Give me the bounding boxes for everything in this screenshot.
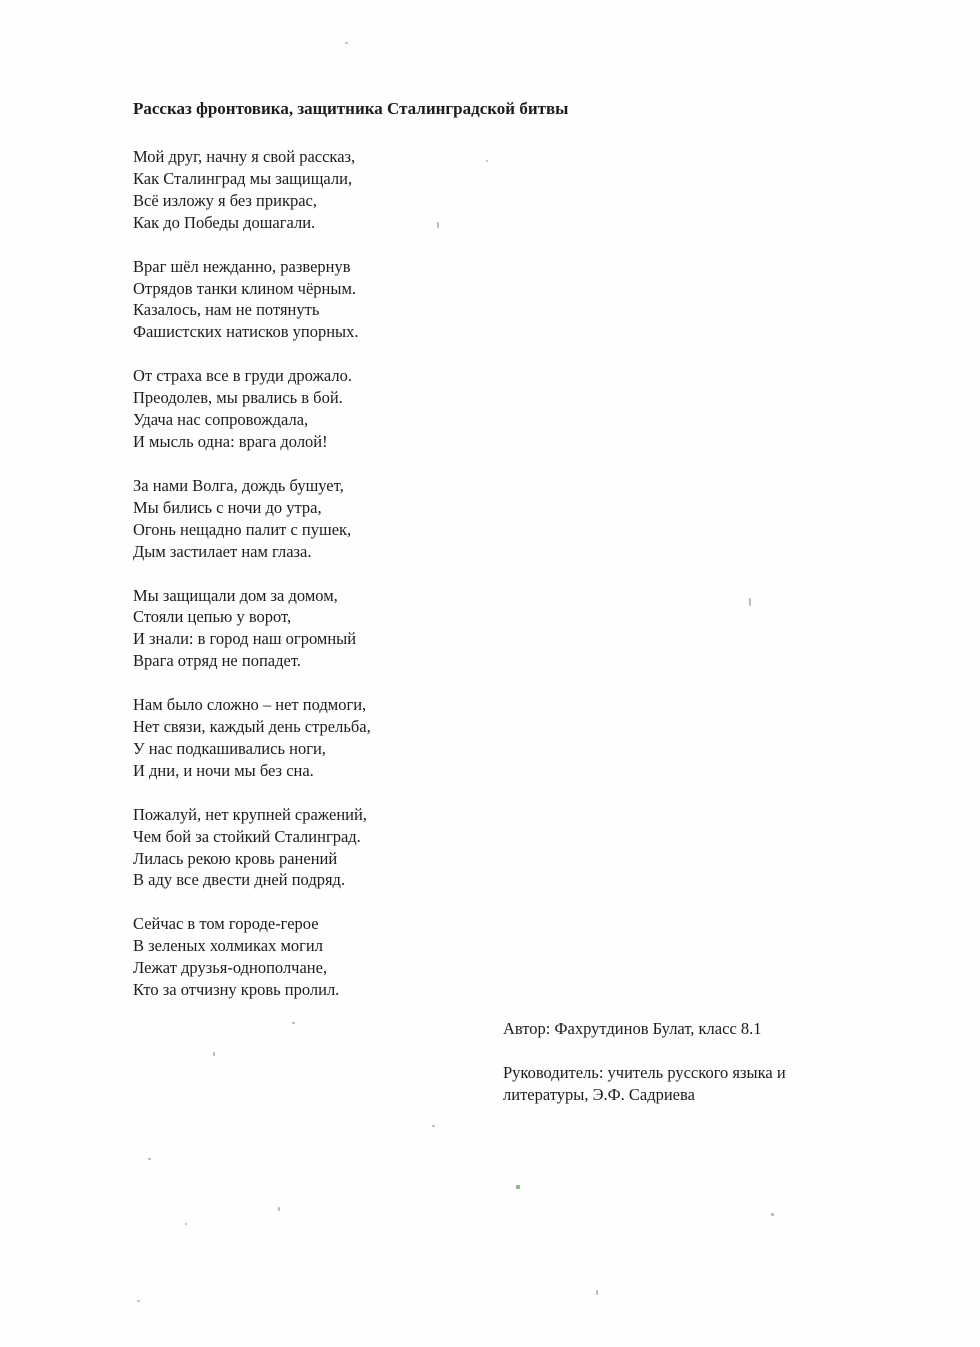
stanza-6 xyxy=(133,694,371,782)
poem-line: Врага отряд не попадет. xyxy=(133,651,301,671)
stanza-3 xyxy=(133,365,371,453)
scan-speck xyxy=(437,222,439,228)
poem-line: Дым застилает нам глаза. xyxy=(133,541,312,561)
scan-speck xyxy=(185,1223,187,1225)
stanza-8 xyxy=(133,913,371,1001)
poem xyxy=(133,146,371,1023)
poem-line: Казалось, нам не потянуть xyxy=(133,300,320,320)
poem-line: Враг шёл нежданно, развернув xyxy=(133,256,351,276)
scan-speck xyxy=(137,1300,140,1302)
poem-line: В аду все двести дней подряд. xyxy=(133,870,346,890)
scan-speck xyxy=(516,1185,520,1189)
poem-line: Фашистских натисков упорных. xyxy=(133,322,359,342)
stanza-1 xyxy=(133,146,371,234)
stanza-4 xyxy=(133,475,371,563)
poem-line: И мысль одна: врага долой! xyxy=(133,431,328,451)
poem-line: За нами Волга, дождь бушует, xyxy=(133,475,344,495)
scan-speck xyxy=(771,1213,774,1216)
poem-line: Как Сталинград мы защищали, xyxy=(133,168,353,188)
poem-line: Нет связи, каждый день стрельба, xyxy=(133,717,371,737)
stanza-2 xyxy=(133,256,371,344)
poem-line: Удача нас сопровождала, xyxy=(133,410,309,430)
stanza-5 xyxy=(133,585,371,673)
poem-line: Огонь нещадно палит с пушек, xyxy=(133,519,352,539)
scan-speck xyxy=(749,598,751,606)
poem-line: Всё изложу я без прикрас, xyxy=(133,190,317,210)
scan-speck xyxy=(596,1290,598,1295)
poem-line: Нам было сложно – нет подмоги, xyxy=(133,695,367,715)
poem-line: Чем бой за стойкий Сталинград. xyxy=(133,826,361,846)
supervisor-credit: Руководитель: учитель русского языка и литературы, Э.Ф. Садриева xyxy=(503,1062,786,1104)
poem-line: Мы защищали дом за домом, xyxy=(133,585,338,605)
stanza-7 xyxy=(133,804,371,892)
scan-speck xyxy=(148,1158,151,1160)
poem-line: Мой друг, начну я свой рассказ, xyxy=(133,147,356,166)
credits xyxy=(503,1018,853,1106)
scan-speck xyxy=(292,1022,295,1024)
poem-line: Мы бились с ночи до утра, xyxy=(133,497,322,517)
poem-line: Стояли цепью у ворот, xyxy=(133,607,292,627)
scan-speck xyxy=(345,42,348,44)
poem-line: У нас подкашивались ноги, xyxy=(133,738,326,758)
poem-line: Как до Победы дошагали. xyxy=(133,212,316,232)
document-title: Рассказ фронтовика, защитника Сталинградской битвы xyxy=(133,99,569,118)
poem-line: Преодолев, мы рвались в бой. xyxy=(133,388,343,408)
poem-line: Пожалуй, нет крупней сражений, xyxy=(133,804,367,824)
poem-line: Лилась рекою кровь ранений xyxy=(133,848,338,868)
poem-line: От страха все в груди дрожало. xyxy=(133,366,352,386)
poem-line: В зеленых холмиках могил xyxy=(133,936,323,956)
poem-line: И знали: в город наш огромный xyxy=(133,629,357,649)
poem-line: Кто за отчизну кровь пролил. xyxy=(133,980,340,1000)
scan-speck xyxy=(486,160,488,162)
scan-speck xyxy=(432,1125,435,1127)
scan-speck xyxy=(278,1207,280,1211)
poem-line: Отрядов танки клином чёрным. xyxy=(133,278,357,298)
poem-line: Сейчас в том городе-герое xyxy=(133,914,319,934)
author-credit: Автор: Фахрутдинов Булат, класс 8.1 xyxy=(503,1019,762,1038)
poem-line: Лежат друзья-однополчане, xyxy=(133,958,328,978)
poem-line: И дни, и ночи мы без сна. xyxy=(133,760,314,780)
scan-speck xyxy=(213,1052,215,1056)
